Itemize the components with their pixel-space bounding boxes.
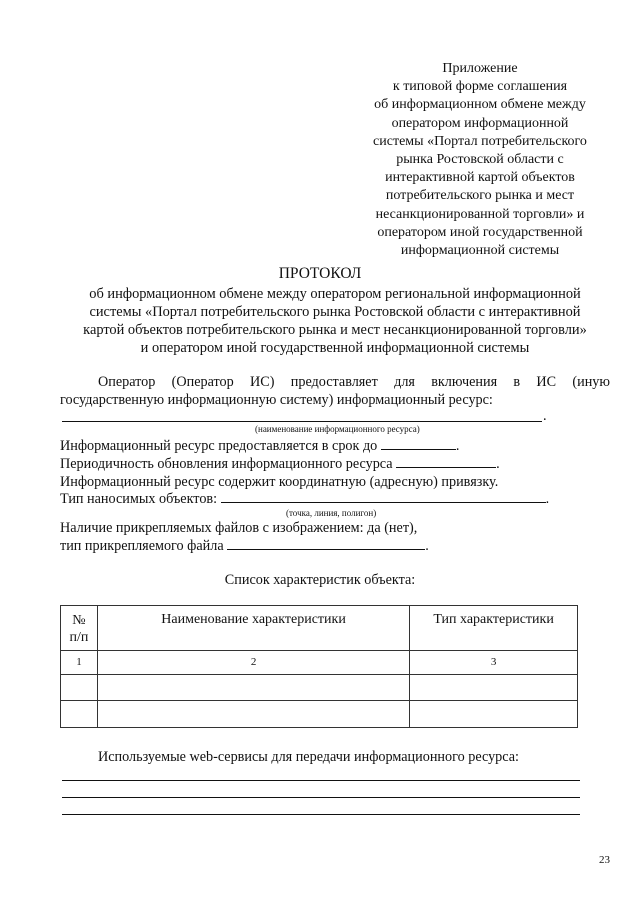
table-cell: 2 bbox=[97, 651, 409, 675]
appendix-line: об информационном обмене между bbox=[374, 97, 586, 113]
table-cell: 1 bbox=[61, 651, 98, 675]
appendix-line: рынка Ростовской области с bbox=[396, 152, 564, 168]
period: . bbox=[543, 408, 547, 424]
period: . bbox=[496, 456, 500, 472]
appendix-line: несанкционированной торговли» и bbox=[375, 206, 585, 222]
table-row bbox=[61, 701, 578, 728]
update-blank bbox=[396, 466, 496, 468]
table-cell bbox=[410, 701, 578, 728]
operator-paragraph-line1: Оператор (Оператор ИС) предоставляет для включения в ИС (иную bbox=[98, 374, 610, 390]
term-label: Информационный ресурс предоставляется в срок до bbox=[60, 438, 378, 454]
update-line bbox=[60, 456, 500, 473]
table-header-cell: Наименование характеристики bbox=[97, 606, 409, 651]
webservices-blank-line bbox=[62, 780, 580, 781]
webservices-title: Используемые web-сервисы для передачи информационного ресурса: bbox=[98, 749, 519, 765]
filetype-blank bbox=[227, 548, 425, 550]
period: . bbox=[545, 491, 550, 507]
appendix-line: Приложение bbox=[442, 61, 518, 76]
table-cell bbox=[61, 701, 98, 728]
page-number: 23 bbox=[599, 854, 610, 866]
protocol-subtitle-line: и оператором иной государственной информационной системы bbox=[140, 340, 530, 356]
appendix-line: оператором информационной bbox=[391, 115, 569, 131]
table-cell bbox=[61, 675, 98, 701]
table-header-row bbox=[61, 606, 578, 651]
appendix-line: оператором иной государственной bbox=[377, 224, 583, 240]
appendix-line: потребительского рынка и мест bbox=[385, 188, 575, 204]
filetype-line bbox=[60, 538, 429, 555]
filetype-label: тип прикрепляемого файла bbox=[60, 538, 224, 554]
update-label: Периодичность обновления информационного ресурса bbox=[60, 456, 393, 472]
attach-line: Наличие прикрепляемых файлов с изображением: да (нет), bbox=[60, 520, 418, 536]
objects-label: Тип наносимых объектов: bbox=[60, 491, 218, 507]
table-row bbox=[61, 675, 578, 701]
coords-line: Информационный ресурс содержит координатную (адресную) привязку. bbox=[60, 474, 499, 490]
webservices-blank-line bbox=[62, 814, 580, 815]
table-header-cell: Тип характеристики bbox=[410, 606, 578, 651]
objects-hint: (точка, линия, полигон) bbox=[286, 508, 377, 518]
table-cell bbox=[97, 675, 409, 701]
table-row bbox=[61, 651, 578, 675]
objects-line bbox=[60, 491, 549, 508]
protocol-title: ПРОТОКОЛ bbox=[278, 265, 362, 282]
appendix-line: информационной системы bbox=[400, 243, 560, 259]
protocol-subtitle-line: системы «Портал потребительского рынка Ростовской области с интерактивной bbox=[89, 304, 581, 320]
characteristics-table bbox=[60, 605, 578, 728]
protocol-subtitle-line: об информационном обмене между оператором региональной информационной bbox=[89, 286, 581, 302]
protocol-subtitle-line: картой объектов потребительского рынка и мест несанкционированной торговли» bbox=[83, 322, 587, 338]
appendix-line: интерактивной картой объектов bbox=[385, 170, 575, 186]
resource-name-blank bbox=[62, 421, 542, 422]
table-cell bbox=[410, 675, 578, 701]
period: . bbox=[455, 438, 460, 454]
objects-blank bbox=[221, 501, 546, 503]
appendix-block bbox=[345, 60, 615, 260]
table-header-cell: № п/п bbox=[61, 606, 98, 651]
period: . bbox=[425, 538, 429, 554]
term-blank bbox=[381, 448, 456, 450]
operator-paragraph-line2: государственную информационную систему) информационный ресурс: bbox=[60, 392, 493, 408]
appendix-line: системы «Портал потребительского bbox=[373, 133, 587, 149]
characteristics-title: Список характеристик объекта: bbox=[224, 572, 416, 588]
term-line bbox=[60, 438, 459, 455]
table-cell: 3 bbox=[410, 651, 578, 675]
resource-name-hint: (наименование информационного ресурса) bbox=[255, 424, 420, 434]
webservices-blank-line bbox=[62, 797, 580, 798]
appendix-line: к типовой форме соглашения bbox=[392, 79, 568, 95]
table-cell bbox=[97, 701, 409, 728]
